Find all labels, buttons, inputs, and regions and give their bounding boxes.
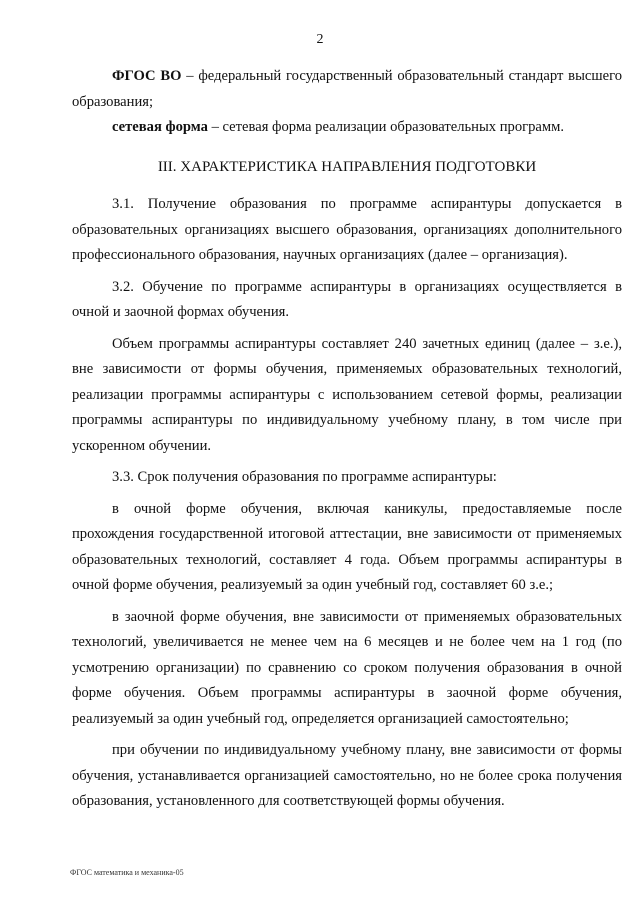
document-body <box>72 64 622 815</box>
paragraph-individual-plan: при обучении по индивидуальному учебному плану, вне зависимости от формы обучения, устанавливается организацией самостоятельно, но не более срока получения образования, установленного для соответствующей формы обучения. <box>72 742 622 809</box>
paragraph-part-time: в заочной форме обучения, вне зависимости от применяемых образовательных технологий, увеличивается не менее чем на 6 месяцев и не более чем на 1 год (по усмотрению организации) по сравнению со сроком получения образования в очной форме обучения. Объем программы аспирантуры в заочной форме обучения, реализуемый за один учебный год, определяется организацией самостоятельно; <box>72 608 622 727</box>
definition-term: сетевая форма <box>112 119 208 135</box>
definition-network-form <box>72 115 622 141</box>
footer-label: ФГОС математика и механика-05 <box>70 868 184 877</box>
paragraph-3-2: 3.2. Обучение по программе аспирантуры в организациях осуществляется в очной и заочной формах обучения. <box>72 278 622 320</box>
definition-text: – федеральный государственный образовательный стандарт высшего образования; <box>72 68 622 110</box>
paragraph-3-1: 3.1. Получение образования по программе аспирантуры допускается в образовательных организациях высшего образования, организациях дополнительного профессионального образования, научных организациях (далее – организация). <box>72 196 622 263</box>
definition-term: ФГОС ВО <box>112 68 182 84</box>
paragraph-volume: Объем программы аспирантуры составляет 240 зачетных единиц (далее – з.е.), вне зависимости от формы обучения, применяемых образовательных технологий, реализации программы аспирантуры с использованием сетевой формы, реализации программы аспирантуры по индивидуальному учебному плану, в том числе при ускоренном обучении. <box>72 335 622 454</box>
page-number: 2 <box>316 32 324 47</box>
section-heading: III. ХАРАКТЕРИСТИКА НАПРАВЛЕНИЯ ПОДГОТОВКИ <box>157 158 537 175</box>
paragraph-3-3: 3.3. Срок получения образования по программе аспирантуры: <box>112 469 497 485</box>
paragraph-full-time: в очной форме обучения, включая каникулы, предоставляемые после прохождения государственной итоговой аттестации, вне зависимости от применяемых образовательных технологий, составляет 4 года. Объем программы аспирантуры в очной форме обучения, реализуемый за один учебный год, составляет 60 з.е.; <box>72 500 622 593</box>
definition-fgos <box>72 64 622 115</box>
definition-text: – сетевая форма реализации образовательных программ. <box>207 119 565 135</box>
